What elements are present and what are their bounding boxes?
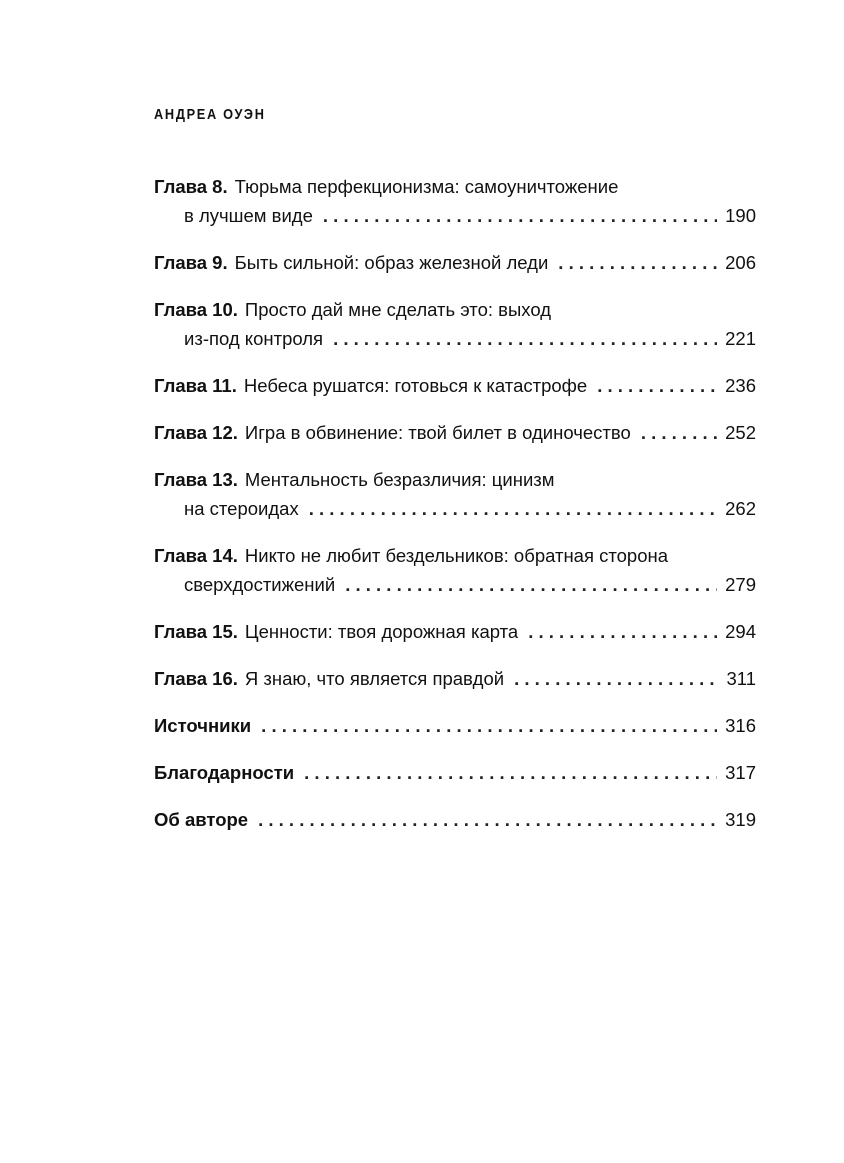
toc-entry-line <box>154 418 756 447</box>
page-number: 294 <box>725 621 756 642</box>
dot-leader <box>261 711 717 740</box>
page-number: 252 <box>725 422 756 443</box>
toc-entry-line <box>154 758 756 787</box>
toc-entry-about-author[interactable] <box>154 805 756 834</box>
toc-entry-chapter-13[interactable] <box>154 465 756 523</box>
toc-entry-chapter-16[interactable] <box>154 664 756 693</box>
dot-leader <box>258 805 717 834</box>
dot-leader <box>514 664 718 693</box>
toc-entry-line <box>154 570 756 599</box>
chapter-title: Тюрьма перфекционизма: самоуничтожение <box>234 176 619 197</box>
page-number: 311 <box>726 668 756 689</box>
toc-entry-chapter-8[interactable] <box>154 172 756 230</box>
chapter-title-continued: на стероидах <box>184 498 299 519</box>
dot-leader <box>304 758 717 787</box>
chapter-label: Глава 13. <box>154 469 238 490</box>
toc-entry-line <box>154 371 756 400</box>
section-title: Источники <box>154 715 252 736</box>
page-number: 319 <box>725 809 756 830</box>
chapter-title: Никто не любит бездельников: обратная сторона <box>244 545 669 566</box>
toc-entry-chapter-15[interactable] <box>154 617 756 646</box>
chapter-title-continued: из-под контроля <box>184 328 324 349</box>
chapter-title: Быть сильной: образ железной леди <box>234 252 549 273</box>
toc-entry-line <box>154 201 756 230</box>
running-head: АНДРЕА ОУЭН <box>154 106 266 123</box>
toc-entry-chapter-14[interactable] <box>154 541 756 599</box>
toc-entry-sources[interactable] <box>154 711 756 740</box>
chapter-label: Глава 10. <box>154 299 238 320</box>
toc-entry-line <box>154 295 756 324</box>
dot-leader <box>323 201 717 230</box>
dot-leader <box>641 418 717 447</box>
toc-entry-chapter-12[interactable] <box>154 418 756 447</box>
toc-entry-line <box>154 711 756 740</box>
dot-leader <box>333 324 717 353</box>
chapter-label: Глава 15. <box>154 621 238 642</box>
dot-leader <box>558 248 717 277</box>
toc-entry-line <box>154 664 756 693</box>
section-title: Благодарности <box>154 762 295 783</box>
page-number: 317 <box>725 762 756 783</box>
chapter-label: Глава 11. <box>154 375 237 396</box>
chapter-title: Ценности: твоя дорожная карта <box>244 621 519 642</box>
chapter-title: Небеса рушатся: готовься к катастрофе <box>243 375 588 396</box>
chapter-title: Ментальность безразличия: цинизм <box>244 469 555 490</box>
toc-entry-acknowledgements[interactable] <box>154 758 756 787</box>
chapter-label: Глава 9. <box>154 252 228 273</box>
chapter-title: Просто дай мне сделать это: выход <box>244 299 551 320</box>
toc-entry-chapter-9[interactable] <box>154 248 756 277</box>
toc-entry-line <box>154 617 756 646</box>
toc-entry-line <box>154 248 756 277</box>
toc-entry-line <box>154 805 756 834</box>
toc-entry-chapter-11[interactable] <box>154 371 756 400</box>
toc-entry-line <box>154 324 756 353</box>
page-number: 190 <box>725 205 756 226</box>
toc-entry-line <box>154 465 756 494</box>
dot-leader <box>528 617 717 646</box>
chapter-title-continued: в лучшем виде <box>184 205 313 226</box>
page-number: 279 <box>725 574 756 595</box>
page-number: 262 <box>725 498 756 519</box>
chapter-label: Глава 14. <box>154 545 238 566</box>
dot-leader <box>309 494 717 523</box>
dot-leader <box>597 371 717 400</box>
toc-entry-chapter-10[interactable] <box>154 295 756 353</box>
chapter-label: Глава 8. <box>154 176 228 197</box>
chapter-title: Я знаю, что является правдой <box>244 668 505 689</box>
chapter-title-continued: сверхдостижений <box>184 574 336 595</box>
section-title: Об авторе <box>154 809 249 830</box>
toc-entry-line <box>154 494 756 523</box>
chapter-label: Глава 12. <box>154 422 238 443</box>
page-number: 206 <box>725 252 756 273</box>
page-number: 236 <box>725 375 756 396</box>
page-number: 221 <box>725 328 756 349</box>
page-number: 316 <box>725 715 756 736</box>
toc-entry-line <box>154 172 756 201</box>
chapter-label: Глава 16. <box>154 668 238 689</box>
chapter-title: Игра в обвинение: твой билет в одиночество <box>244 422 631 443</box>
dot-leader <box>345 570 717 599</box>
toc-entry-line <box>154 541 756 570</box>
